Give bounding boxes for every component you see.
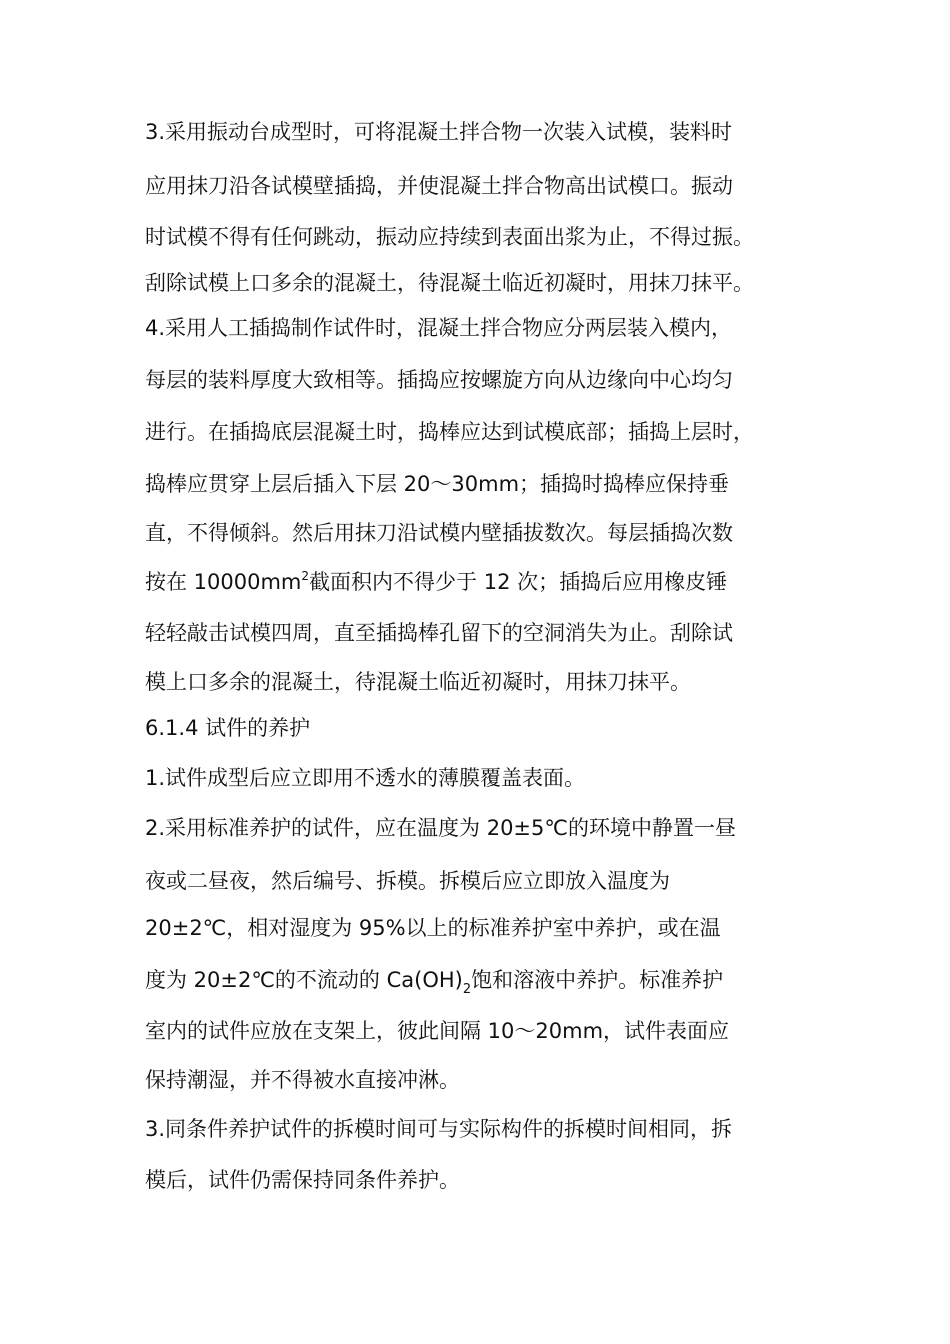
text-line-10 [145, 567, 727, 597]
text-line-21: 3.同条件养护试件的拆模时间可与实际构件的拆模时间相同，拆 [145, 1117, 733, 1141]
text-line-8: 捣棒应贯穿上层后插入下层 20～30mm；插捣时捣棒应保持垂 [145, 472, 730, 496]
text-line-17: 20±2℃，相对湿度为 95%以上的标准养护室中养护，或在温 [145, 916, 721, 940]
text-line-6: 每层的装料厚度大致相等。插捣应按螺旋方向从边缘向中心均匀 [145, 368, 733, 392]
text-line-10-rest: 截面积内不得少于 12 次；插捣后应用橡皮锤 [309, 570, 728, 594]
text-line-18-main: 度为 20±2℃的不流动的 Ca(OH) [145, 968, 463, 992]
text-line-9: 直，不得倾斜。然后用抹刀沿试模内壁插拔数次。每层插捣次数 [145, 521, 733, 545]
text-line-22: 模后，试件仍需保持同条件养护。 [145, 1168, 460, 1192]
text-line-5: 4.采用人工插捣制作试件时，混凝土拌合物应分两层装入模内， [145, 316, 733, 340]
text-line-11: 轻轻敲击试模四周，直至插捣棒孔留下的空洞消失为止。刮除试 [145, 621, 733, 645]
text-line-18-rest: 饱和溶液中养护。标准养护 [471, 968, 724, 992]
text-line-7: 进行。在插捣底层混凝土时，捣棒应达到试模底部；插捣上层时， [145, 420, 754, 444]
text-line-16: 夜或二昼夜，然后编号、拆模。拆模后应立即放入温度为 [145, 869, 670, 893]
text-line-18 [145, 965, 723, 995]
text-line-12: 模上口多余的混凝土，待混凝土临近初凝时，用抹刀抹平。 [145, 670, 691, 694]
text-line-10-main: 按在 10000mm [145, 570, 302, 594]
text-line-19: 室内的试件应放在支架上，彼此间隔 10～20mm，试件表面应 [145, 1019, 730, 1043]
text-line-4: 刮除试模上口多余的混凝土，待混凝土临近初凝时，用抹刀抹平。 [145, 271, 754, 295]
section-heading: 6.1.4 试件的养护 [145, 716, 311, 740]
text-line-2: 应用抹刀沿各试模壁插捣，并使混凝土拌合物高出试模口。振动 [145, 174, 733, 198]
text-line-20: 保持潮湿，并不得被水直接冲淋。 [145, 1068, 460, 1092]
subscript-2: 2 [462, 982, 472, 997]
superscript-2: 2 [301, 569, 310, 583]
text-line-14: 1.试件成型后应立即用不透水的薄膜覆盖表面。 [145, 766, 586, 790]
text-line-3: 时试模不得有任何跳动，振动应持续到表面出浆为止，不得过振。 [145, 225, 754, 249]
text-line-1: 3.采用振动台成型时，可将混凝土拌合物一次装入试模，装料时 [145, 120, 733, 144]
text-line-15: 2.采用标准养护的试件，应在温度为 20±5℃的环境中静置一昼 [145, 816, 736, 840]
